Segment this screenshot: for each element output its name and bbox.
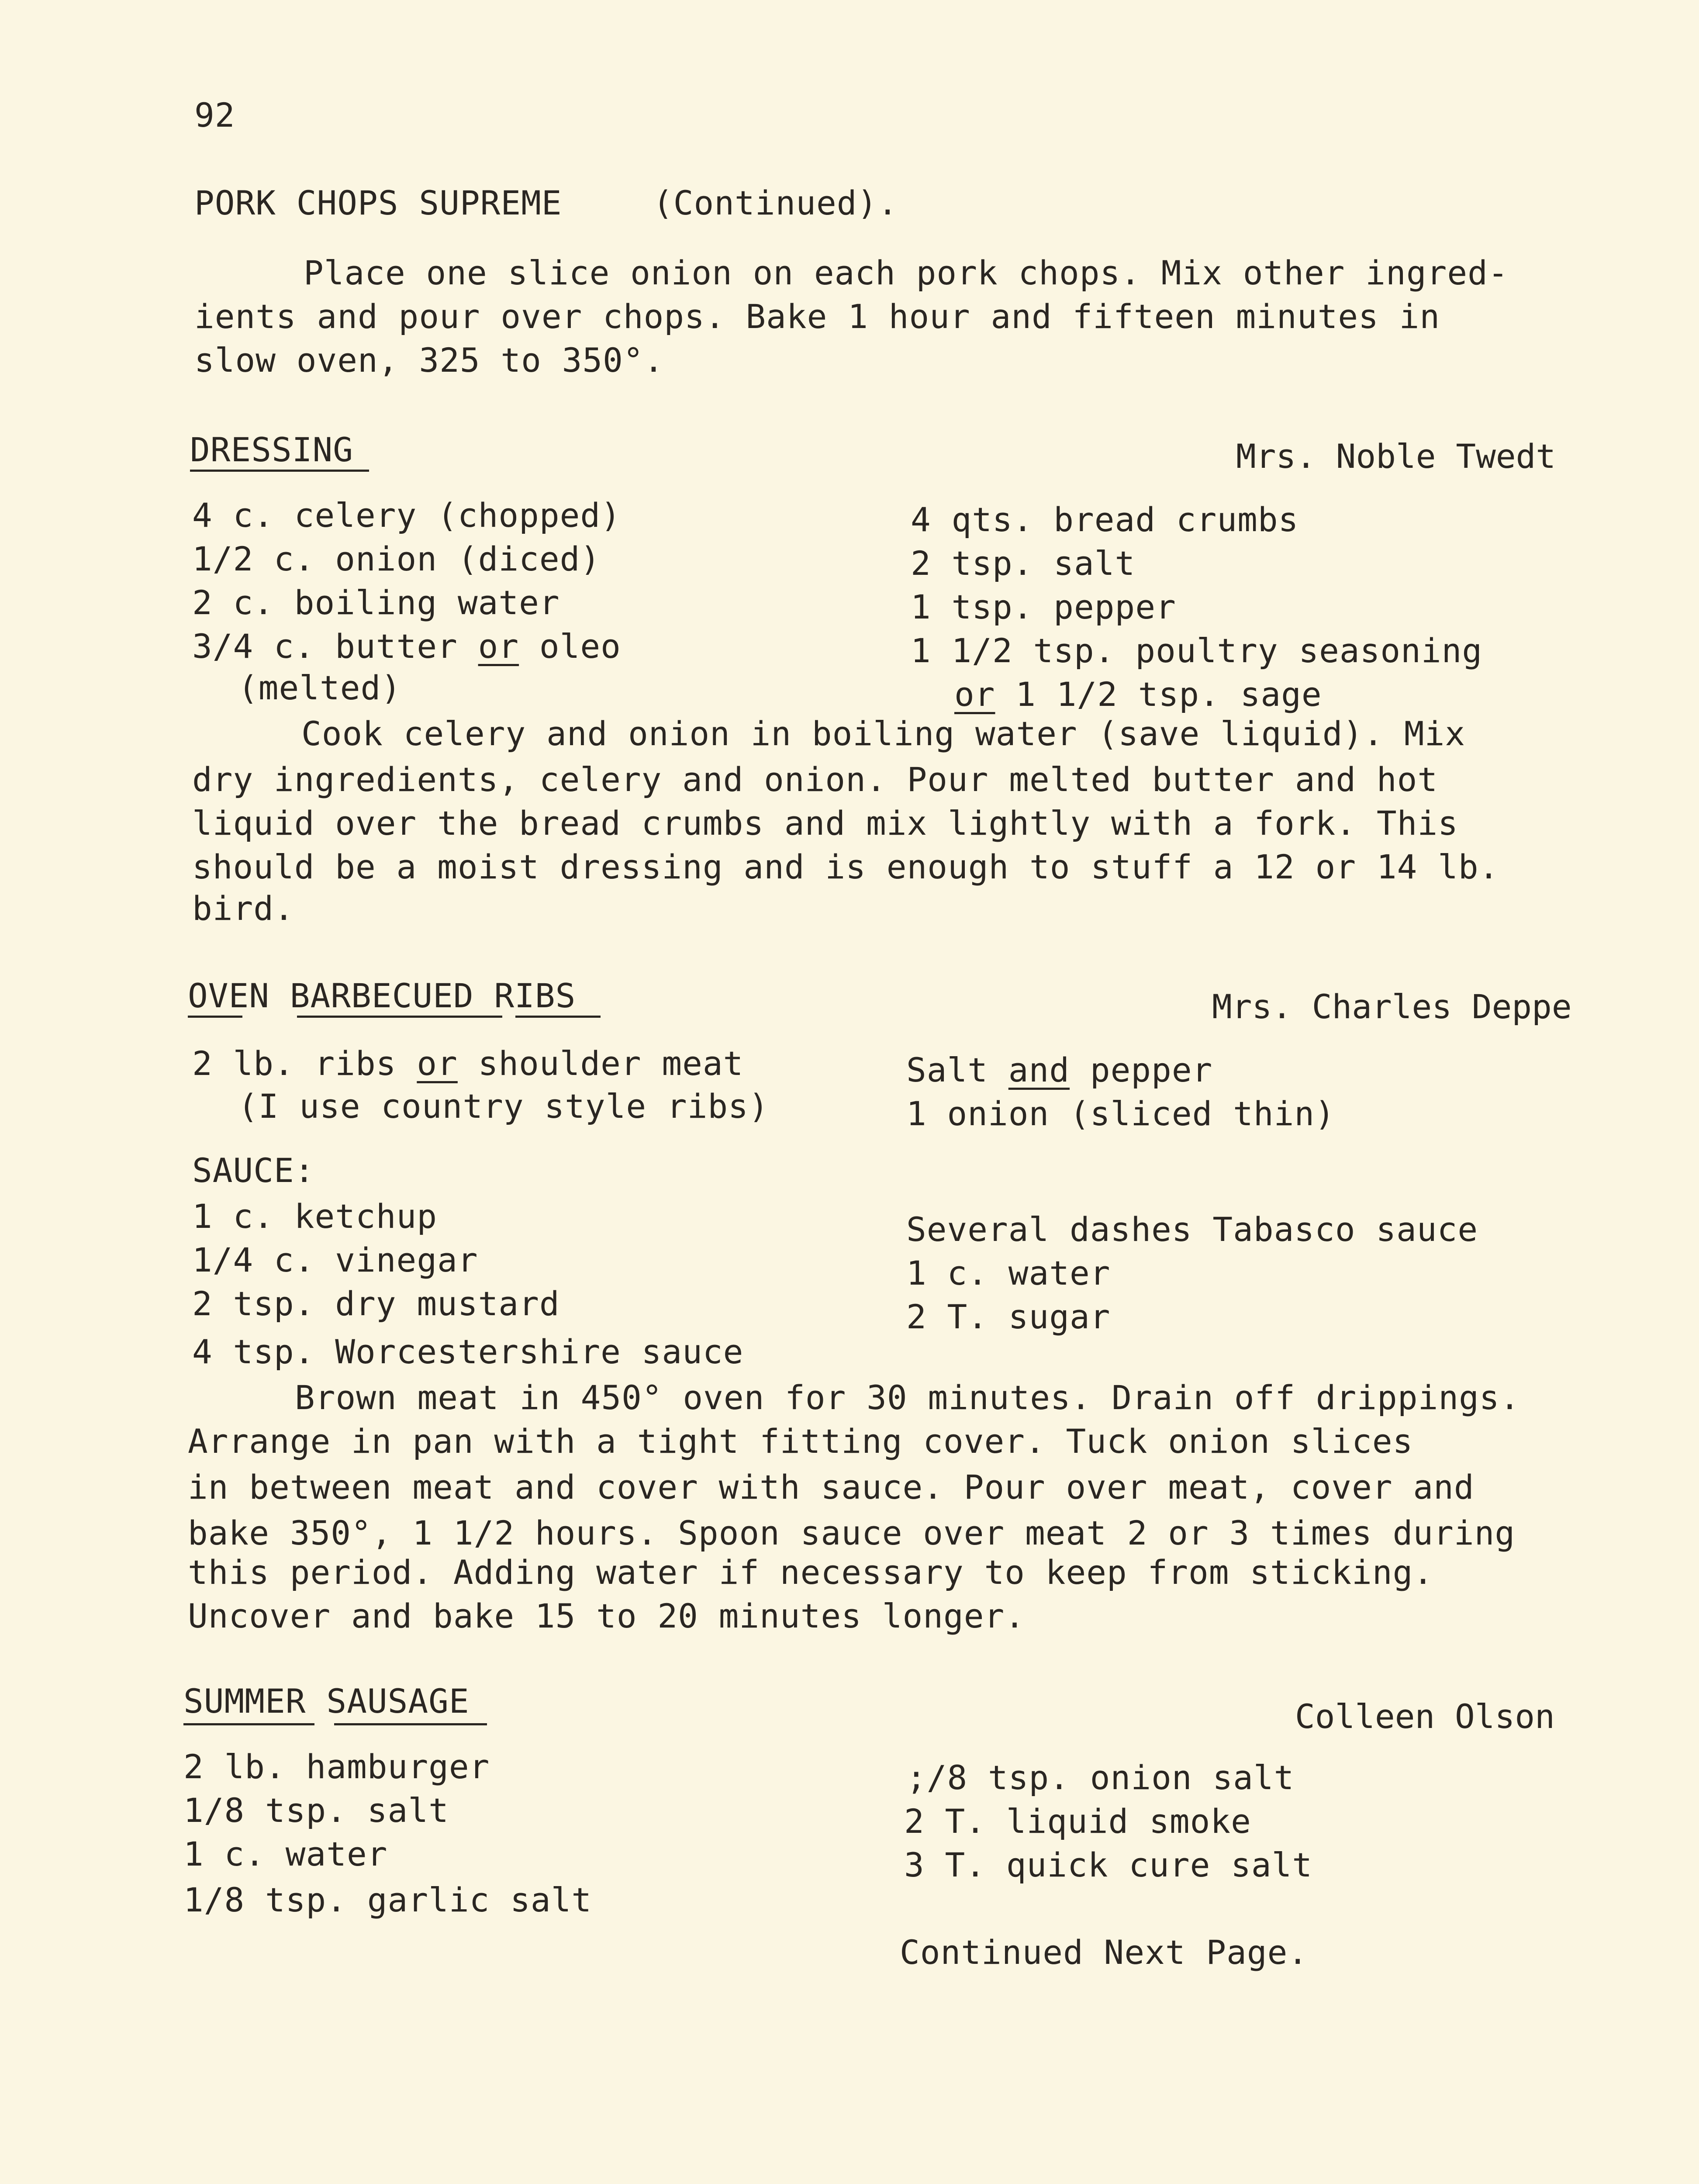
continued-note: (Continued).: [653, 183, 898, 222]
title-underline: [515, 1016, 601, 1018]
ingredient-text: 1 1/2 tsp. sage: [995, 675, 1322, 714]
pork-chops-para-line: slow oven, 325 to 350°.: [194, 341, 664, 380]
dressing-para-line: Cook celery and onion in boiling water (save liquid). Mix: [301, 714, 1466, 753]
pork-chops-para-line: Place one slice onion on each pork chops. Mix other ingred-: [304, 253, 1509, 292]
ingredient-text: shoulder meat: [457, 1044, 744, 1083]
ingredient: 1 1/2 tsp. poultry seasoning: [911, 631, 1483, 670]
ingredient: [192, 625, 621, 668]
ingredient: [954, 673, 1322, 716]
ingredient: ;/8 tsp. onion salt: [906, 1758, 1295, 1797]
ingredient-text: Salt: [906, 1051, 1008, 1089]
ingredient: 1/2 c. onion (diced): [192, 539, 601, 578]
ribs-para-line: Brown meat in 450° oven for 30 minutes. Drain off drippings.: [295, 1378, 1520, 1417]
ingredient: 1 c. water: [906, 1254, 1111, 1292]
ingredient: 2 c. boiling water: [192, 583, 560, 622]
dressing-para-line: should be a moist dressing and is enough to stuff a 12 or 14 lb.: [192, 847, 1499, 886]
pork-chops-para-line: ients and pour over chops. Bake 1 hour and fifteen minutes in: [194, 297, 1440, 336]
dressing-para-line: bird.: [192, 889, 294, 928]
ingredient: 4 qts. bread crumbs: [911, 500, 1299, 539]
title-underline: [190, 470, 369, 472]
recipe-title-sausage: [183, 1679, 470, 1723]
recipe-title-pork-chops: PORK CHOPS SUPREME: [194, 183, 562, 222]
dressing-para-line: dry ingredients, celery and onion. Pour melted butter and hot: [192, 760, 1438, 799]
ingredient: 2 lb. hamburger: [183, 1747, 490, 1786]
ingredient: 4 tsp. Worcestershire sauce: [192, 1332, 744, 1371]
ribs-author: Mrs. Charles Deppe: [1212, 987, 1572, 1026]
ribs-para-line: Uncover and bake 15 to 20 minutes longer.: [188, 1597, 1025, 1635]
ingredient: 4 c. celery (chopped): [192, 496, 621, 535]
or-underlined: or: [417, 1044, 458, 1083]
ingredient-text: pepper: [1070, 1051, 1213, 1089]
ingredient-text: 2 lb. ribs: [192, 1044, 417, 1083]
ribs-para-line: Arrange in pan with a tight fitting cover. Tuck onion slices: [188, 1422, 1413, 1461]
ingredient: 2 tsp. salt: [911, 544, 1136, 583]
or-underlined: or: [954, 675, 995, 714]
and-underlined: and: [1008, 1051, 1070, 1089]
ingredient: 2 T. liquid smoke: [904, 1802, 1251, 1841]
ribs-para-line: this period. Adding water if necessary to keep from sticking.: [188, 1553, 1434, 1592]
ribs-para-line: bake 350°, 1 1/2 hours. Spoon sauce over meat 2 or 3 times during: [188, 1514, 1516, 1552]
ingredient-text: 3/4 c. butter: [192, 627, 478, 666]
title-underline: [334, 1723, 487, 1725]
sausage-author: Colleen Olson: [1295, 1697, 1555, 1736]
title-word: BARBECUED: [290, 976, 474, 1015]
ingredient: [192, 1042, 743, 1085]
title-underline: [183, 1723, 314, 1725]
continued-next-page: Continued Next Page.: [900, 1933, 1309, 1972]
or-underlined: or: [478, 627, 519, 666]
ingredient: 2 tsp. dry mustard: [192, 1284, 560, 1323]
title-word: OVEN: [188, 976, 270, 1015]
title-underline: [297, 1016, 502, 1018]
ingredient: 1 onion (sliced thin): [906, 1094, 1335, 1133]
ingredient-note: (melted): [238, 668, 402, 707]
page-number: 92: [194, 96, 235, 135]
recipe-title-ribs: [188, 974, 576, 1018]
ingredient: 1/8 tsp. salt: [183, 1791, 449, 1830]
ingredient: [906, 1048, 1212, 1092]
ingredient-text: oleo: [519, 627, 621, 666]
dressing-author: Mrs. Noble Twedt: [1236, 437, 1556, 476]
ingredient: 3 T. quick cure salt: [904, 1845, 1313, 1884]
recipe-title-dressing: DRESSING: [190, 430, 354, 469]
ingredient: Several dashes Tabasco sauce: [906, 1210, 1478, 1249]
ingredient: 1 tsp. pepper: [911, 587, 1176, 626]
sauce-label: SAUCE:: [192, 1151, 315, 1190]
ingredient: 2 T. sugar: [906, 1297, 1111, 1336]
title-underline: [188, 1016, 242, 1018]
ingredient: 1 c. water: [183, 1835, 388, 1873]
ingredient: 1/4 c. vinegar: [192, 1241, 478, 1279]
title-word: RIBS: [494, 976, 576, 1015]
title-word: SAUSAGE: [326, 1682, 470, 1721]
ribs-para-line: in between meat and cover with sauce. Pour over meat, cover and: [188, 1468, 1475, 1507]
ingredient: 1/8 tsp. garlic salt: [183, 1880, 592, 1919]
dressing-para-line: liquid over the bread crumbs and mix lightly with a fork. This: [192, 804, 1458, 843]
ingredient: 1 c. ketchup: [192, 1197, 438, 1236]
ingredient-note: (I use country style ribs): [238, 1087, 769, 1126]
title-word: SUMMER: [183, 1682, 306, 1721]
